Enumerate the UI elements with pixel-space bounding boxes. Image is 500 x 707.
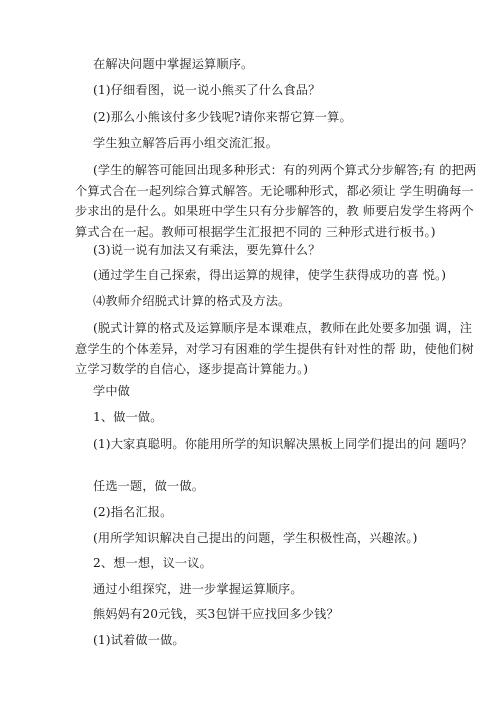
paragraph: 1、做一做。 xyxy=(93,410,163,424)
paragraph: (1)试着做一做。 xyxy=(93,633,185,647)
paragraph: (1)大家真聪明。你能用所学的知识解决黑板上同学们提出的问 题吗？ xyxy=(93,437,473,451)
paragraph: (1)仔细看图，说一说小熊买了什么食品？ xyxy=(93,83,321,97)
paragraph: (通过学生自己探索，得出运算的规律，使学生获得成功的喜 悦。) xyxy=(93,268,447,282)
paragraph: (3)说一说有加法又有乘法，要先算什么？ xyxy=(93,243,321,257)
paragraph: ⑷教师介绍脱式计算的格式及方法。 xyxy=(93,294,291,308)
paragraph: (2)那么小熊该付多少钱呢?请你来帮它算一算。 xyxy=(93,110,352,124)
paragraph: 通过小组探究，进一步掌握运算顺序。 xyxy=(93,582,303,596)
paragraph: (脱式计算的格式及运算顺序是本课难点，教师在此处要多加强 调，注意学生的个体差异，对学习有困难的学生提供有针对性的帮 助，使他们树立学习数学的自信心，逐步提高计算能力。) xyxy=(75,321,474,376)
paragraph: 学生独立解答后再小组交流汇报。 xyxy=(93,136,279,150)
paragraph: (学生的解答可能回出现多种形式：有的列两个算式分步解答;有 的把两个算式合在一起列综合算式解答。无论哪种形式，都必须让 学生明确每一步求出的是什么。如果班中学生只有分步解答的，教 师要启发学生将两个算式合在一起。教师可根据学生汇报把不同的 三种形式进行板书。) xyxy=(75,163,477,239)
paragraph: 学中做 xyxy=(93,384,131,398)
paragraph: 任选一题，做一做。 xyxy=(93,479,205,493)
paragraph: (用所学知识解决自己提出的问题，学生积极性高，兴趣浓。) xyxy=(93,531,418,545)
paragraph: 熊妈妈有20元钱，买3包饼干应找回多少钱？ xyxy=(93,607,339,621)
paragraph: 2、想一想，议一议。 xyxy=(93,556,212,570)
paragraph: 在解决问题中掌握运算顺序。 xyxy=(93,57,254,71)
paragraph: (2)指名汇报。 xyxy=(93,505,173,519)
